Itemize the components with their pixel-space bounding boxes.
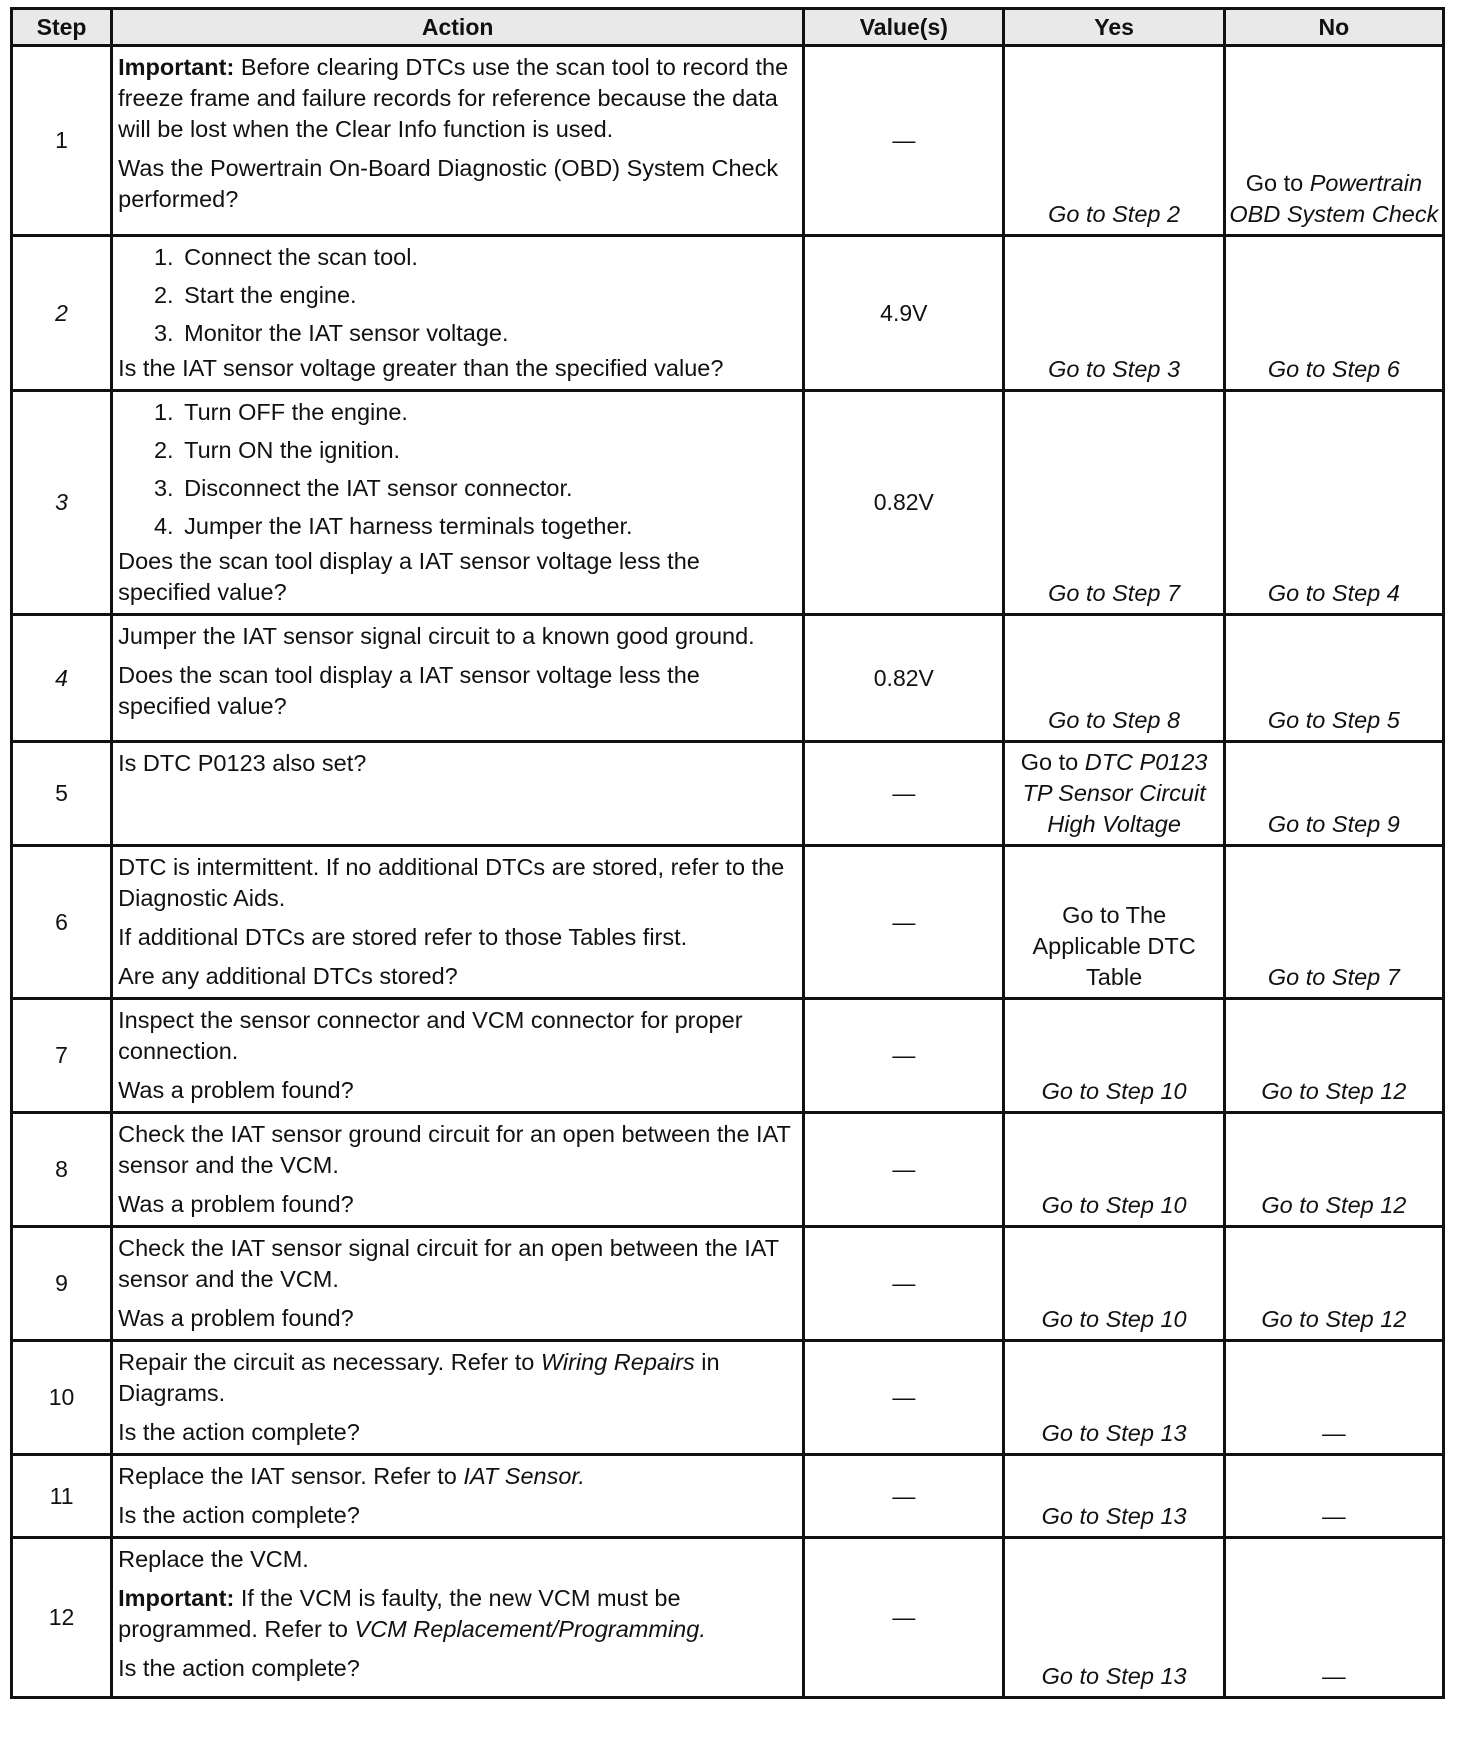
table-row	[12, 615, 1444, 742]
no-reference: Powertrain OBD System Check	[1229, 170, 1439, 227]
action-list-item: 2. Turn ON the ignition.	[180, 435, 794, 466]
no-cell: Go to Step 5	[1224, 615, 1443, 742]
table-row	[12, 236, 1444, 391]
table-row	[12, 46, 1444, 236]
action-question: Does the scan tool display a IAT sensor voltage less the specified value?	[118, 548, 700, 605]
no-cell	[1224, 46, 1443, 236]
diagnostic-table	[10, 7, 1445, 1699]
step-number: 12	[12, 1538, 112, 1698]
action-cell	[112, 1227, 804, 1341]
yes-cell: Go to Step 7	[1004, 391, 1224, 615]
no-cell: Go to Step 9	[1224, 742, 1443, 846]
header-values: Value(s)	[804, 9, 1004, 46]
table-row	[12, 999, 1444, 1113]
important-text: Before clearing DTCs use the scan tool to record the freeze frame and failure records for reference because the data will be lost when the Clear Info function is used.	[118, 54, 789, 142]
action-cell	[112, 1341, 804, 1455]
action-cell	[112, 615, 804, 742]
action-text-secondary: If additional DTCs are stored refer to those Tables first.	[118, 924, 688, 950]
yes-reference: DTC P0123 TP Sensor Circuit High Voltage	[1022, 749, 1208, 837]
no-cell: Go to Step 12	[1224, 1113, 1443, 1227]
action-list-item: 1. Connect the scan tool.	[180, 242, 794, 273]
action-text: DTC is intermittent. If no additional DTCs are stored, refer to the Diagnostic Aids.	[118, 854, 785, 911]
important-note	[118, 1583, 794, 1645]
important-text: If the VCM is faulty, the new VCM must be programmed. Refer to	[118, 1585, 681, 1642]
important-label: Important:	[118, 54, 235, 80]
action-text: Jumper the IAT sensor signal circuit to a known good ground.	[118, 623, 755, 649]
action-text: Replace the VCM.	[118, 1546, 309, 1572]
diagnostic-table-page	[10, 7, 1445, 1699]
table-row	[12, 391, 1444, 615]
action-cell	[112, 999, 804, 1113]
action-text: Is DTC P0123 also set?	[118, 750, 367, 776]
yes-cell: Go to Step 10	[1004, 1113, 1224, 1227]
action-list-item: 2. Start the engine.	[180, 280, 794, 311]
value-cell: —	[804, 46, 1004, 236]
action-reference: Wiring Repairs	[540, 1349, 695, 1375]
yes-cell: Go to Step 10	[1004, 1227, 1224, 1341]
step-number: 10	[12, 1341, 112, 1455]
value-cell: 0.82V	[804, 391, 1004, 615]
header-no: No	[1224, 9, 1443, 46]
action-text-prefix: Repair the circuit as necessary. Refer to	[118, 1349, 541, 1375]
action-cell	[112, 46, 804, 236]
action-list	[118, 242, 794, 349]
action-cell	[112, 1538, 804, 1698]
table-row	[12, 846, 1444, 999]
action-question: Is the action complete?	[118, 1502, 360, 1528]
action-list	[118, 397, 794, 542]
action-reference: IAT Sensor.	[463, 1463, 585, 1489]
table-row	[12, 1113, 1444, 1227]
action-cell	[112, 391, 804, 615]
yes-cell: Go to Step 13	[1004, 1455, 1224, 1538]
action-cell	[112, 1113, 804, 1227]
value-cell: 0.82V	[804, 615, 1004, 742]
action-question: Is the IAT sensor voltage greater than the specified value?	[118, 355, 724, 381]
action-question: Was a problem found?	[118, 1305, 354, 1331]
important-label: Important:	[118, 1585, 235, 1611]
yes-prefix: Go to	[1020, 749, 1085, 775]
action-cell	[112, 846, 804, 999]
yes-cell: Go to Step 10	[1004, 999, 1224, 1113]
step-number: 1	[12, 46, 112, 236]
no-prefix: Go to	[1245, 170, 1310, 196]
header-row	[12, 9, 1444, 46]
yes-cell: Go to Step 8	[1004, 615, 1224, 742]
yes-cell: Go to The Applicable DTC Table	[1004, 846, 1224, 999]
step-number: 9	[12, 1227, 112, 1341]
step-number: 4	[12, 615, 112, 742]
yes-cell: Go to Step 13	[1004, 1538, 1224, 1698]
action-cell	[112, 1455, 804, 1538]
action-text	[118, 1347, 794, 1409]
table-row	[12, 1227, 1444, 1341]
value-cell: —	[804, 1227, 1004, 1341]
action-cell	[112, 236, 804, 391]
no-cell: Go to Step 6	[1224, 236, 1443, 391]
action-list-item: 3. Monitor the IAT sensor voltage.	[180, 318, 794, 349]
action-question: Is the action complete?	[118, 1419, 360, 1445]
yes-cell: Go to Step 2	[1004, 46, 1224, 236]
important-note	[118, 52, 794, 145]
table-row	[12, 1538, 1444, 1698]
yes-cell: Go to Step 13	[1004, 1341, 1224, 1455]
important-reference: VCM Replacement/Programming.	[354, 1616, 706, 1642]
value-cell: —	[804, 1113, 1004, 1227]
step-number: 3	[12, 391, 112, 615]
step-number: 11	[12, 1455, 112, 1538]
step-number: 7	[12, 999, 112, 1113]
header-action: Action	[112, 9, 804, 46]
action-text: Check the IAT sensor signal circuit for an open between the IAT sensor and the VCM.	[118, 1235, 779, 1292]
table-row	[12, 742, 1444, 846]
action-text: Check the IAT sensor ground circuit for an open between the IAT sensor and the VCM.	[118, 1121, 791, 1178]
table-row	[12, 1341, 1444, 1455]
value-cell: —	[804, 846, 1004, 999]
value-cell: —	[804, 1455, 1004, 1538]
action-text-suffix: in Diagrams.	[118, 1349, 720, 1406]
action-list-item: 3. Disconnect the IAT sensor connector.	[180, 473, 794, 504]
no-cell: Go to Step 4	[1224, 391, 1443, 615]
value-cell: 4.9V	[804, 236, 1004, 391]
table-row	[12, 1455, 1444, 1538]
action-text: Inspect the sensor connector and VCM connector for proper connection.	[118, 1007, 743, 1064]
action-text	[118, 1461, 794, 1492]
yes-cell: Go to Step 3	[1004, 236, 1224, 391]
no-cell: —	[1224, 1455, 1443, 1538]
action-question: Are any additional DTCs stored?	[118, 963, 458, 989]
action-list-item: 4. Jumper the IAT harness terminals together.	[180, 511, 794, 542]
value-cell: —	[804, 742, 1004, 846]
yes-cell	[1004, 742, 1224, 846]
no-cell: —	[1224, 1341, 1443, 1455]
action-question: Does the scan tool display a IAT sensor voltage less the specified value?	[118, 662, 700, 719]
action-question: Is the action complete?	[118, 1655, 360, 1681]
no-cell: —	[1224, 1538, 1443, 1698]
no-cell: Go to Step 12	[1224, 1227, 1443, 1341]
action-cell	[112, 742, 804, 846]
action-question: Was a problem found?	[118, 1077, 354, 1103]
action-question: Was a problem found?	[118, 1191, 354, 1217]
no-cell: Go to Step 7	[1224, 846, 1443, 999]
header-yes: Yes	[1004, 9, 1224, 46]
step-number: 8	[12, 1113, 112, 1227]
action-text-prefix: Replace the IAT sensor. Refer to	[118, 1463, 464, 1489]
step-number: 6	[12, 846, 112, 999]
value-cell: —	[804, 999, 1004, 1113]
no-cell: Go to Step 12	[1224, 999, 1443, 1113]
value-cell: —	[804, 1341, 1004, 1455]
action-list-item: 1. Turn OFF the engine.	[180, 397, 794, 428]
step-number: 2	[12, 236, 112, 391]
value-cell: —	[804, 1538, 1004, 1698]
header-step: Step	[12, 9, 112, 46]
action-question: Was the Powertrain On-Board Diagnostic (OBD) System Check performed?	[118, 155, 779, 212]
step-number: 5	[12, 742, 112, 846]
